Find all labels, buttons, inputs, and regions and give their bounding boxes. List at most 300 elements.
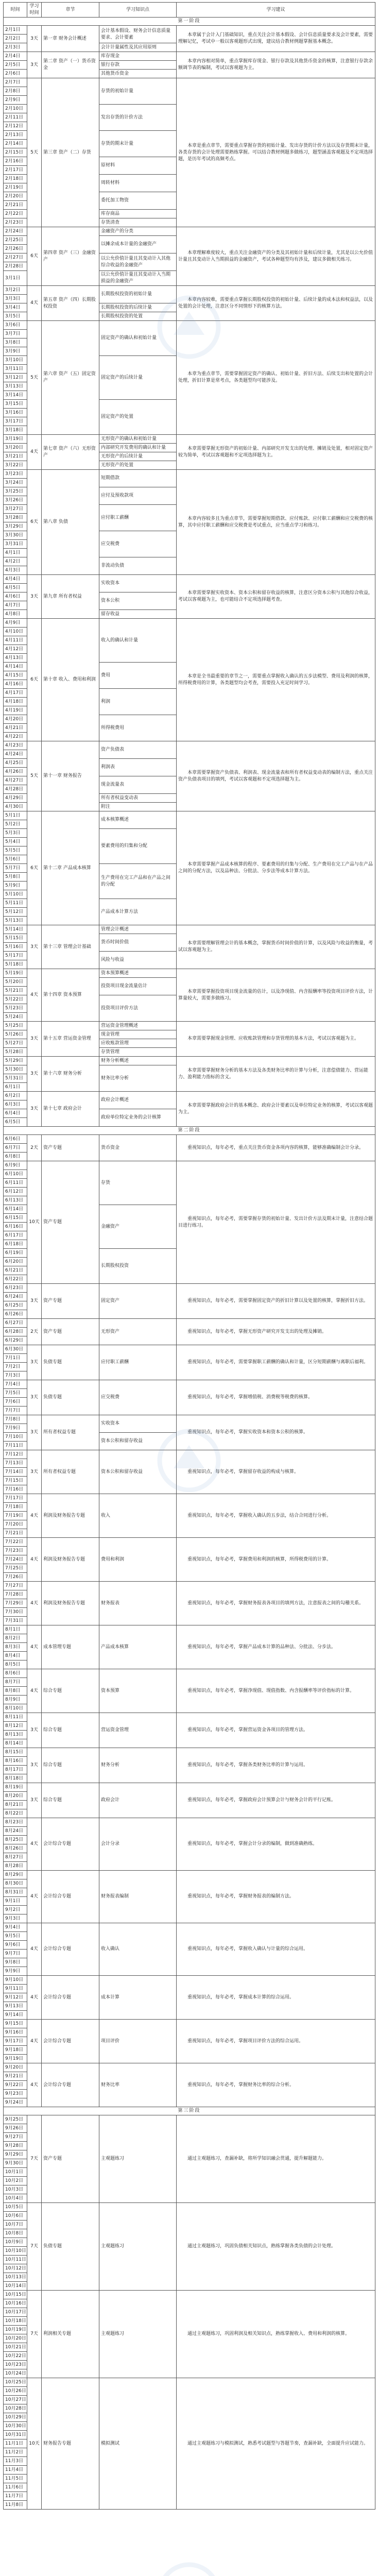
date-cell: 4月13日: [4, 654, 27, 663]
knowledge-cell: 留存收益: [99, 610, 177, 619]
advice-cell: 重视知识点，每年必考，掌握营运资金各项目的管理方法。: [177, 1713, 375, 1748]
duration-cell: 5天: [27, 321, 42, 435]
knowledge-cell: 资产负债表: [99, 741, 177, 759]
knowledge-cell: 利润表: [99, 759, 177, 776]
knowledge-cell: 长期股权投资的后续计量: [99, 303, 177, 312]
table-row: [4, 1669, 375, 1678]
date-cell: 3月17日: [4, 417, 27, 426]
date-cell: 6月17日: [4, 1231, 27, 1240]
duration-cell: 4天: [27, 1818, 42, 1871]
advice-cell: 重视知识点，每年必考，掌握增值税、消费税等税费的核算。: [177, 1380, 375, 1415]
date-cell: 5月4日: [4, 838, 27, 846]
date-cell: 9月19日: [4, 2055, 27, 2063]
date-cell: 10月19日: [4, 2326, 27, 2334]
date-cell: 7月17日: [4, 1494, 27, 1503]
chapter-cell: 第十二章 产品成本核算: [42, 811, 99, 925]
date-cell: 10月6日: [4, 2212, 27, 2221]
date-cell: 11月2日: [4, 2448, 27, 2457]
date-cell: 9月5日: [4, 1932, 27, 1941]
date-cell: 3月16日: [4, 409, 27, 417]
table-row: [4, 52, 375, 61]
table-row: [4, 1450, 375, 1459]
chapter-cell: 会计综合专题: [42, 1976, 99, 2020]
date-cell: 4月7日: [4, 601, 27, 610]
knowledge-cell: 要素费用的归集和分配: [99, 829, 177, 864]
date-cell: 8月12日: [4, 1722, 27, 1731]
knowledge-cell: 利润: [99, 689, 177, 715]
advice-cell: 重视知识点，每年必考，需要掌握职工薪酬的确认和计量，区分短期薪酬与离职后福利。: [177, 1345, 375, 1380]
date-cell: 6月8日: [4, 1153, 27, 1161]
chapter-cell: 第十五章 营运资金管理: [42, 1022, 99, 1057]
date-cell: 9月10日: [4, 1976, 27, 1985]
date-cell: 3月13日: [4, 382, 27, 391]
date-cell: 5月2日: [4, 820, 27, 829]
date-cell: 5月31日: [4, 1074, 27, 1083]
date-cell: 7月21日: [4, 1529, 27, 1538]
date-cell: 3月6日: [4, 321, 27, 330]
knowledge-cell: 资本预算概述: [99, 969, 177, 978]
chapter-cell: 会计综合专题: [42, 2063, 99, 2107]
duration-cell: 3天: [27, 1345, 42, 1380]
knowledge-cell: 银行存款: [99, 61, 177, 70]
header-chapter: 章节: [42, 3, 99, 18]
knowledge-cell: 货币时间价值: [99, 934, 177, 952]
duration-cell: 7天: [27, 2115, 42, 2203]
date-cell: 3月24日: [4, 479, 27, 487]
knowledge-cell: 成本计算: [99, 1976, 177, 2020]
knowledge-cell: 应收账款管理: [99, 1039, 177, 1048]
knowledge-cell: 以公允价值计量且其变动计入其他综合收益的金融资产: [99, 253, 177, 271]
date-cell: 8月17日: [4, 1766, 27, 1774]
date-cell: 6月19日: [4, 1249, 27, 1258]
date-cell: 8月22日: [4, 1809, 27, 1818]
advice-cell: 重视知识点，每年必考，掌握成本计算的综合运用。: [177, 1976, 375, 2020]
date-cell: 10月7日: [4, 2221, 27, 2229]
date-cell: 6月28日: [4, 1328, 27, 1336]
header-advice: 学习建议: [177, 3, 375, 18]
date-cell: 8月30日: [4, 1879, 27, 1888]
knowledge-cell: 固定资产的确认和初始计量: [99, 321, 177, 356]
knowledge-cell: 费用: [99, 663, 177, 689]
date-cell: 9月23日: [4, 2090, 27, 2098]
date-cell: 11月1日: [4, 2439, 27, 2448]
date-cell: 9月3日: [4, 1914, 27, 1923]
duration-cell: 6天: [27, 811, 42, 925]
date-cell: 4月14日: [4, 663, 27, 671]
table-row: [4, 470, 375, 479]
advice-cell: 本章理解难度较大，重点关注金融资产的分类及其初始计量和后续计量，尤其是以公允价值计量且其变动计入当期损益的金融资产，考试各种题型均有涉及，建议多做相关练习。: [177, 227, 375, 286]
date-cell: 5月12日: [4, 908, 27, 917]
date-cell: 4月3日: [4, 566, 27, 575]
advice-cell: 本章内容较多且为重点章节，需要掌握短期借款、应付账款、应付职工薪酬和应交税费的核算，其中应付职工薪酬和应交税费是考试重点，应当重点学习和练习。: [177, 470, 375, 575]
date-cell: 2月23日: [4, 218, 27, 227]
date-cell: 7月27日: [4, 1582, 27, 1590]
table-row: [4, 2291, 375, 2299]
date-cell: 8月23日: [4, 1818, 27, 1827]
date-cell: 5月24日: [4, 1013, 27, 1022]
date-cell: 9月4日: [4, 1923, 27, 1932]
date-cell: 3月31日: [4, 540, 27, 549]
stage-title: 第一阶段: [4, 18, 375, 26]
date-cell: 2月16日: [4, 157, 27, 166]
table-row: [4, 1818, 375, 1827]
advice-cell: 本章需要掌握产品成本核算的程序、要素费用的归集与分配、生产费用在完工产品与在产品之间的分配方法，以及品种法、分批法、分步法等成本计算方法。: [177, 811, 375, 925]
knowledge-cell: 成本核算概述: [99, 811, 177, 829]
date-cell: 5月1日: [4, 811, 27, 820]
date-cell: 3月27日: [4, 505, 27, 514]
duration-cell: 3天: [27, 26, 42, 52]
date-cell: 4月2日: [4, 557, 27, 566]
advice-cell: 重视知识点，每年必考，掌握留存收益的构成与核算。: [177, 1450, 375, 1494]
knowledge-cell: 其他货币资金: [99, 70, 177, 78]
date-cell: 10月30日: [4, 2422, 27, 2431]
date-cell: 6月14日: [4, 1205, 27, 1214]
table-row: [4, 1135, 375, 1144]
date-cell: 5月22日: [4, 995, 27, 1004]
date-cell: 2月5日: [4, 61, 27, 70]
date-cell: 8月25日: [4, 1836, 27, 1844]
table-row: [4, 1161, 375, 1170]
duration-cell: 3天: [27, 1022, 42, 1057]
knowledge-cell: 原材料: [99, 157, 177, 175]
chapter-cell: 负债专题: [42, 1345, 99, 1380]
date-cell: 9月25日: [4, 2115, 27, 2124]
duration-cell: 3天: [27, 1092, 42, 1127]
date-cell: 6月15日: [4, 1214, 27, 1223]
date-cell: 2月17日: [4, 166, 27, 175]
date-cell: 4月26日: [4, 768, 27, 776]
knowledge-cell: 会计分录: [99, 1818, 177, 1871]
date-cell: 9月7日: [4, 1950, 27, 1958]
date-cell: 5月6日: [4, 855, 27, 864]
date-cell: 9月18日: [4, 2046, 27, 2055]
duration-cell: 4天: [27, 286, 42, 321]
date-cell: 4月18日: [4, 698, 27, 706]
date-cell: 10月11日: [4, 2256, 27, 2264]
date-cell: 9月2日: [4, 1906, 27, 1914]
knowledge-cell: 短期借款: [99, 470, 177, 487]
date-cell: 9月27日: [4, 2133, 27, 2142]
date-cell: 5月5日: [4, 846, 27, 855]
date-cell: 7月1日: [4, 1354, 27, 1363]
date-cell: 8月29日: [4, 1871, 27, 1879]
duration-cell: 3天: [27, 52, 42, 78]
knowledge-cell: 财务分析概述: [99, 1057, 177, 1065]
table-row: [4, 1748, 375, 1757]
date-cell: 5月8日: [4, 873, 27, 882]
advice-cell: 重视知识点，每年必考，掌握财务比率的综合分析。: [177, 2063, 375, 2107]
date-cell: 5月13日: [4, 917, 27, 925]
date-cell: 6月12日: [4, 1188, 27, 1196]
chapter-cell: 会计综合专题: [42, 1871, 99, 1923]
chapter-cell: 综合专题: [42, 1748, 99, 1783]
date-cell: 10月16日: [4, 2299, 27, 2308]
knowledge-cell: 主观题练习: [99, 2203, 177, 2291]
table-row: [4, 925, 375, 934]
date-cell: 3月7日: [4, 330, 27, 338]
date-cell: 6月13日: [4, 1196, 27, 1205]
knowledge-cell: 营运资金管理概述: [99, 1022, 177, 1030]
chapter-cell: 第十章 收入、费用和利润: [42, 619, 99, 741]
date-cell: 6月9日: [4, 1161, 27, 1170]
date-cell: 9月9日: [4, 1967, 27, 1976]
advice-cell: 重视知识点，每年必考，掌握政府会计预算会计与财务会计的平行记账。: [177, 1783, 375, 1818]
knowledge-cell: 会计计量属性及其应用原则: [99, 43, 177, 52]
date-cell: 4月6日: [4, 592, 27, 601]
date-cell: 10月24日: [4, 2369, 27, 2378]
date-cell: 3月4日: [4, 303, 27, 312]
date-cell: 3月19日: [4, 435, 27, 444]
duration-cell: 4天: [27, 1871, 42, 1923]
date-cell: 4月20日: [4, 715, 27, 724]
date-cell: 8月16日: [4, 1757, 27, 1766]
advice-cell: 重视知识点，每年必考，掌握财务报表各项目的填列方法，注意报表之间的勾稽关系。: [177, 1582, 375, 1625]
date-cell: 10月25日: [4, 2378, 27, 2387]
advice-cell: 重视知识点，每年必考，掌握无形资产研究开发支出的处理及摊销。: [177, 1319, 375, 1345]
stage-title: 第二阶段: [4, 1127, 375, 1135]
advice-cell: 本章属于会计入门基础知识，重点关注会计基本假设、会计信息质量要求及会计要素，需要理解记忆，考试中一般以客观题形式出现，建议结合教材例题掌握基本概念。: [177, 26, 375, 52]
date-cell: 6月16日: [4, 1223, 27, 1231]
date-cell: 2月26日: [4, 245, 27, 253]
advice-cell: 重视知识点，每年必考，掌握会计分录的编制，做到准确熟练。: [177, 1818, 375, 1871]
knowledge-cell: 附注: [99, 803, 177, 811]
date-cell: 9月12日: [4, 1993, 27, 2002]
date-cell: 9月6日: [4, 1941, 27, 1950]
date-cell: 4月9日: [4, 619, 27, 628]
date-cell: 6月1日: [4, 1083, 27, 1092]
date-cell: 9月16日: [4, 2028, 27, 2037]
duration-cell: 3天: [27, 925, 42, 969]
chapter-cell: 资产专题: [42, 1319, 99, 1345]
date-cell: 2月21日: [4, 201, 27, 210]
table-row: [4, 78, 375, 87]
knowledge-cell: 应交税费: [99, 531, 177, 557]
date-cell: 4月27日: [4, 776, 27, 785]
date-cell: 6月29日: [4, 1336, 27, 1345]
date-cell: 3月9日: [4, 347, 27, 356]
date-cell: 3月26日: [4, 496, 27, 505]
advice-cell: 重视知识点，每年必考，需要掌握固定资产的折旧计算以及处置的核算，掌握折旧方法。: [177, 1284, 375, 1319]
table-row: [4, 811, 375, 820]
date-cell: 7月7日: [4, 1406, 27, 1415]
date-cell: 5月25日: [4, 1022, 27, 1030]
knowledge-cell: 生产费用在完工产品和在产品之间的分配: [99, 864, 177, 899]
knowledge-cell: 应付及预收款项: [99, 487, 177, 505]
date-cell: 7月16日: [4, 1485, 27, 1494]
knowledge-cell: 资本预算: [99, 1669, 177, 1713]
date-cell: 4月24日: [4, 750, 27, 759]
date-cell: 3月12日: [4, 374, 27, 382]
date-cell: 4月25日: [4, 759, 27, 768]
chapter-cell: 第九章 所有者权益: [42, 575, 99, 619]
date-cell: 10月31日: [4, 2431, 27, 2439]
date-cell: 2月28日: [4, 262, 27, 271]
date-cell: 6月26日: [4, 1310, 27, 1319]
knowledge-cell: 实收资本: [99, 1415, 177, 1433]
advice-cell: 本章需要掌握财务分析的基本方法及各类财务比率的计算与分析，注意偿债能力、营运能力、盈利能力指标的含义。: [177, 1057, 375, 1092]
knowledge-cell: 应交税费: [99, 1380, 177, 1415]
date-cell: 3月10日: [4, 356, 27, 365]
chapter-cell: 负债专题: [42, 1380, 99, 1415]
date-cell: 4月15日: [4, 671, 27, 680]
table-row: [4, 2115, 375, 2124]
date-cell: 10月28日: [4, 2404, 27, 2413]
advice-cell: 本章需要掌握无形资产的初始计量、内部研究开发支出的处理、摊销及处置，相对固定资产较为简单，考试以客观题和不定项选择题为主。: [177, 435, 375, 470]
date-cell: 9月17日: [4, 2037, 27, 2046]
chapter-cell: 利润及财务报告专题: [42, 1582, 99, 1625]
date-cell: 3月14日: [4, 391, 27, 400]
date-cell: 10月10日: [4, 2247, 27, 2256]
knowledge-cell: 发出存货的计价方法: [99, 105, 177, 131]
knowledge-cell: 所有者权益变动表: [99, 794, 177, 803]
advice-cell: 重视知识点，每年必考，掌握实收资本和资本公积的核算。: [177, 1415, 375, 1450]
date-cell: 2月22日: [4, 210, 27, 218]
table-row: [4, 435, 375, 444]
table-row: [4, 1625, 375, 1634]
date-cell: 9月15日: [4, 2020, 27, 2028]
date-cell: 7月20日: [4, 1520, 27, 1529]
duration-cell: 4天: [27, 969, 42, 1022]
date-cell: 5月21日: [4, 987, 27, 995]
date-cell: 8月10日: [4, 1704, 27, 1713]
knowledge-cell: 长期股权投资的处置: [99, 312, 177, 321]
knowledge-cell: 长期股权投资的初始计量: [99, 286, 177, 303]
chapter-cell: 第十四章 资本预算: [42, 969, 99, 1022]
date-cell: 5月9日: [4, 882, 27, 890]
duration-cell: 7天: [27, 2291, 42, 2378]
header-knowledge: 学习知识点: [99, 3, 177, 18]
date-cell: 10月2日: [4, 2177, 27, 2185]
knowledge-cell: 收入的确认和计量: [99, 619, 177, 663]
date-cell: 10月21日: [4, 2343, 27, 2352]
knowledge-cell: 收入: [99, 1494, 177, 1538]
date-cell: 8月6日: [4, 1669, 27, 1678]
chapter-cell: 综合专题: [42, 1669, 99, 1713]
date-cell: 8月4日: [4, 1652, 27, 1660]
advice-cell: 重视知识点，每年必考，掌握净现值、现值指数、内含报酬率等评价指标的计算。: [177, 1669, 375, 1713]
date-cell: 5月10日: [4, 890, 27, 899]
chapter-cell: 成本管理专题: [42, 1625, 99, 1669]
chapter-cell: 第十六章 财务分析: [42, 1057, 99, 1092]
chapter-cell: 综合专题: [42, 1783, 99, 1818]
chapter-cell: 利润及财务报告专题: [42, 1538, 99, 1582]
date-cell: 3月21日: [4, 452, 27, 461]
date-cell: 4月16日: [4, 680, 27, 689]
date-cell: 6月21日: [4, 1266, 27, 1275]
advice-cell: 通过主观题练习与模拟测试，熟悉考试题型与答题节奏，查漏补缺，全面提升应试能力。: [177, 2378, 375, 2510]
knowledge-cell: 收入确认: [99, 1923, 177, 1976]
date-cell: 7月8日: [4, 1415, 27, 1424]
advice-cell: 本章需要掌握政府会计的基本概念、政府会计要素以及单位特定业务的核算，考试以客观题为主。: [177, 1092, 375, 1127]
chapter-cell: 资产专题: [42, 1135, 99, 1161]
date-cell: 2月24日: [4, 227, 27, 236]
date-cell: 8月24日: [4, 1827, 27, 1836]
date-cell: 6月18日: [4, 1240, 27, 1249]
date-cell: 6月25日: [4, 1301, 27, 1310]
chapter-cell: 第一章 财务会计概述: [42, 26, 99, 52]
knowledge-cell: 财务报表: [99, 1582, 177, 1625]
chapter-cell: 所有者权益专题: [42, 1450, 99, 1494]
date-cell: 9月28日: [4, 2142, 27, 2150]
date-cell: 10月26日: [4, 2387, 27, 2396]
duration-cell: 4天: [27, 2063, 42, 2107]
date-cell: 6月24日: [4, 1293, 27, 1301]
date-cell: 10月20日: [4, 2334, 27, 2343]
date-cell: 6月6日: [4, 1135, 27, 1144]
date-cell: 8月19日: [4, 1783, 27, 1792]
date-cell: 7月22日: [4, 1538, 27, 1547]
date-cell: 8月11日: [4, 1713, 27, 1722]
duration-cell: 5天: [27, 741, 42, 811]
date-cell: 7月24日: [4, 1555, 27, 1564]
date-cell: 7月5日: [4, 1389, 27, 1398]
date-cell: 2月25日: [4, 236, 27, 245]
table-row: [4, 2063, 375, 2072]
knowledge-cell: 固定资产的后续计量: [99, 356, 177, 400]
date-cell: 6月2日: [4, 1092, 27, 1100]
date-cell: 2月3日: [4, 43, 27, 52]
date-cell: 3月25日: [4, 487, 27, 496]
date-cell: 7月31日: [4, 1617, 27, 1625]
study-plan-body: [4, 18, 375, 2510]
date-cell: 5月20日: [4, 978, 27, 987]
duration-cell: 6天: [27, 619, 42, 741]
date-cell: 3月30日: [4, 531, 27, 540]
date-cell: 9月8日: [4, 1958, 27, 1967]
duration-cell: 6天: [27, 227, 42, 286]
knowledge-cell: 无形资产的确认和初始计量: [99, 435, 177, 444]
advice-cell: 重视知识点，每年必考，掌握收入确认与计量的综合运用。: [177, 1923, 375, 1976]
date-cell: 7月3日: [4, 1371, 27, 1380]
date-cell: 8月3日: [4, 1643, 27, 1652]
date-cell: 8月14日: [4, 1739, 27, 1748]
table-row: [4, 286, 375, 295]
chapter-cell: 第十三章 管理会计基础: [42, 925, 99, 969]
chapter-cell: 第七章 资产（六）无形资产: [42, 435, 99, 470]
knowledge-cell: 主观题练习: [99, 2291, 177, 2378]
knowledge-cell: 存货管理: [99, 1048, 177, 1057]
knowledge-cell: 金融资产: [99, 1205, 177, 1249]
date-cell: 2月4日: [4, 52, 27, 61]
date-cell: 4月1日: [4, 549, 27, 557]
date-cell: 2月14日: [4, 140, 27, 148]
chapter-cell: 第五章 资产（四）长期股权投资: [42, 286, 99, 321]
knowledge-cell: 固定资产的处置: [99, 400, 177, 435]
duration-cell: 3天: [27, 1783, 42, 1818]
date-cell: 10月22日: [4, 2352, 27, 2361]
date-cell: 5月19日: [4, 969, 27, 978]
table-row: [4, 575, 375, 584]
duration-cell: 4天: [27, 435, 42, 470]
chapter-cell: 会计综合专题: [42, 1818, 99, 1871]
date-cell: 6月27日: [4, 1319, 27, 1328]
knowledge-cell: 营运资金管理: [99, 1713, 177, 1748]
stage-row: [4, 2107, 375, 2115]
knowledge-cell: 应付职工薪酬: [99, 505, 177, 531]
duration-cell: 4天: [27, 1625, 42, 1669]
date-cell: 9月13日: [4, 2002, 27, 2011]
date-cell: 10月9日: [4, 2238, 27, 2247]
advice-cell: 重视知识点，每年必考，掌握项目评价方法的综合运用。: [177, 2020, 375, 2063]
date-cell: 5月26日: [4, 1030, 27, 1039]
header-duration: 学习时间: [27, 3, 42, 18]
date-cell: 9月30日: [4, 2159, 27, 2168]
date-cell: 7月25日: [4, 1564, 27, 1573]
date-cell: 4月28日: [4, 785, 27, 794]
advice-cell: 通过主观题练习，巩固利润及相关知识点，熟练掌握收入、费用和利润的核算。: [177, 2291, 375, 2378]
date-cell: 2月6日: [4, 70, 27, 78]
knowledge-cell: 长期股权投资: [99, 1249, 177, 1284]
